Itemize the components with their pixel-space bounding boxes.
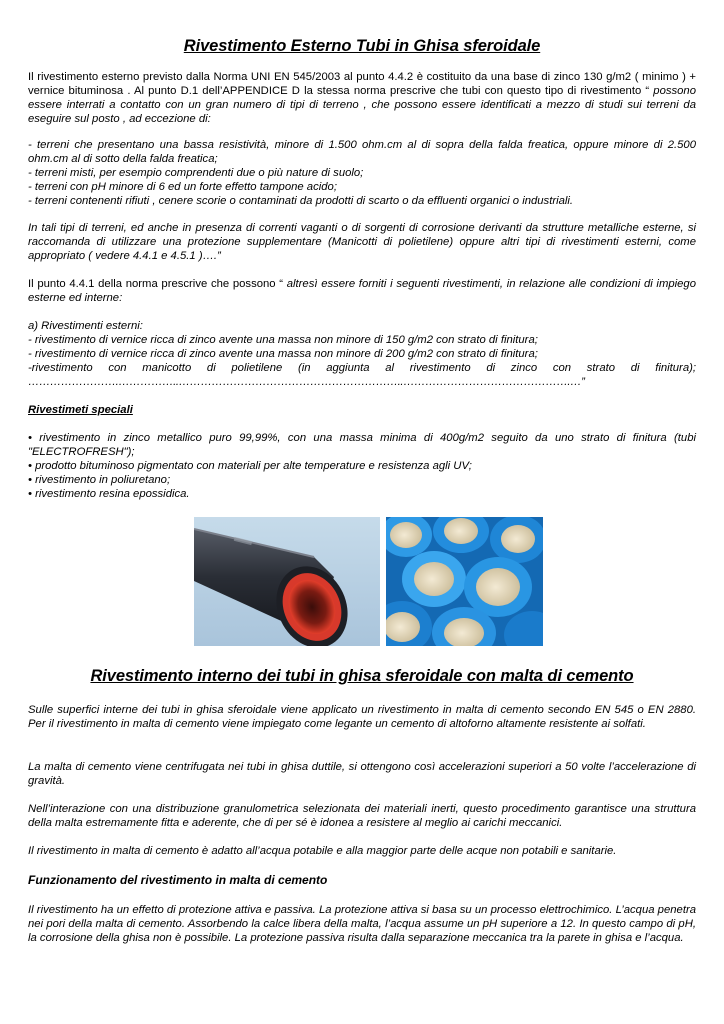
section2-paragraph-3: Nell’interazione con una distribuzione granulometrica selezionata dei materiali inerti, questo procedimento garantisce una struttura della malta estremamente fitta e aderente, che di per sé è idonea a resistere al meglio ai carichi meccanici. xyxy=(28,803,696,829)
list-item: - rivestimento di vernice ricca di zinco avente una massa non minore di 150 g/m2 con strato di finitura; xyxy=(28,333,538,346)
external-coatings-block xyxy=(28,320,696,390)
section1-paragraph-1-italic: possono essere interrati a contatto con un gran numero di tipi di terreno , che possono essere identificati a mezzo di studi sui terreni da eseguire sul posto , ad eccezione di: xyxy=(28,84,696,125)
section2-paragraph-5: Il rivestimento ha un effetto di protezione attiva e passiva. La protezione attiva si basa su un processo elettrochimico. L’acqua penetra nei pori della malta di cemento. Assorbendo la calce libera della malta, l’acqua assume un pH superiore a 12. In questo campo di pH, la corrosione della ghisa non è possibile. La protezione passiva risulta dalla separazione meccanica tra la parete in ghisa e l’acqua. xyxy=(28,904,696,944)
special-coatings-heading: Rivestimeti speciali xyxy=(28,404,133,416)
pipe-photo-red-lining xyxy=(194,517,380,646)
list-item: • rivestimento in poliuretano; xyxy=(28,473,171,486)
list-item: - terreni contenenti rifiuti , cenere scorie o contaminati da prodotti di scarto o da effluenti organici o industriali. xyxy=(28,194,574,207)
list-item: • rivestimento in zinco metallico puro 99,99%, con una massa minima di 400g/m2 seguito da uno strato di finitura (tubi "ELECTROFRESH"); xyxy=(28,432,696,458)
pipe-photo-blue-stack xyxy=(386,517,543,646)
list-item: - terreni misti, per esempio comprendenti due o più nature di suolo; xyxy=(28,166,364,179)
list-item: - terreni con pH minore di 6 ed un forte effetto tampone acido; xyxy=(28,180,337,193)
special-coatings-list xyxy=(28,432,696,502)
list-item: • prodotto bituminoso pigmentato con materiali per alte temperature e resistenza agli UV; xyxy=(28,459,472,472)
list-item: • rivestimento resina epossidica. xyxy=(28,487,190,500)
section1-paragraph-1-normal: Il rivestimento esterno previsto dalla Norma UNI EN 545/2003 al punto 4.4.2 è costituito da una base di zinco 130 g/m2 ( minimo ) + vernice bituminosa . Al punto D.1 dell’APPENDICE D la stessa norma prescrive che tubi con questo tipo di rivestimento “ xyxy=(28,71,696,97)
section2-title: Rivestimento interno dei tubi in ghisa sferoidale con malta di cemento xyxy=(90,667,634,685)
list-item: -rivestimento con manicotto di polietilene (in aggiunta al rivestimento di zinco con strato di finitura); xyxy=(28,361,696,374)
list-item: - rivestimento di vernice ricca di zinco avente una massa non minore di 200 g/m2 con strato di finitura; xyxy=(28,347,538,360)
section1-title: Rivestimento Esterno Tubi in Ghisa sferoidale xyxy=(183,37,541,55)
section1-paragraph-1 xyxy=(28,71,696,127)
section2-paragraph-2: La malta di cemento viene centrifugata nei tubi in ghisa duttile, si ottengono così accelerazioni superiori a 50 volte l’accelerazione di gravità. xyxy=(28,761,696,787)
soil-exception-list xyxy=(28,139,696,209)
section2-paragraph-1: Sulle superfici interne dei tubi in ghisa sferoidale viene applicato un rivestimento in malta di cemento secondo EN 545 o EN 2880. Per il rivestimento in malta di cemento viene impiegato come legante un cemento di altoforno altamente resistente ai solfati. xyxy=(28,704,696,730)
section1-paragraph-2: In tali tipi di terreni, ed anche in presenza di correnti vaganti o di sorgenti di corrosione derivanti da strutture metalliche esterne, si raccomanda di utilizzare una protezione supplementare (Manicotti di polietilene) oppure altri tipi di rivestimenti esterni, come appropriato ( vedere 4.4.1 e 4.5.1 )….” xyxy=(28,222,696,262)
list-item: - terreni che presentano una bassa resistività, minore di 1.500 ohm.cm al di sopra della falda freatica, oppure minore di 2.500 ohm.cm al di sotto della falda freatica; xyxy=(28,139,696,165)
section1-paragraph-3-normal: Il punto 4.4.1 della norma prescrive che possono “ xyxy=(28,278,284,290)
section2-paragraph-4: Il rivestimento in malta di cemento è adatto all’acqua potabile e alla maggior parte delle acque non potabili e sanitarie. xyxy=(28,845,617,857)
section1-paragraph-3 xyxy=(28,278,696,306)
section2-subheading: Funzionamento del rivestimento in malta di cemento xyxy=(28,873,328,887)
section1-paragraph-3-italic: altresì essere forniti i seguenti rivestimenti, in relazione alle condizioni di impiego esterne ed interne: xyxy=(28,278,696,304)
external-coatings-heading: a) Rivestimenti esterni: xyxy=(28,320,143,332)
list-item: …………………….……………..……………………………………………………..……………………………………….…” xyxy=(28,375,585,388)
